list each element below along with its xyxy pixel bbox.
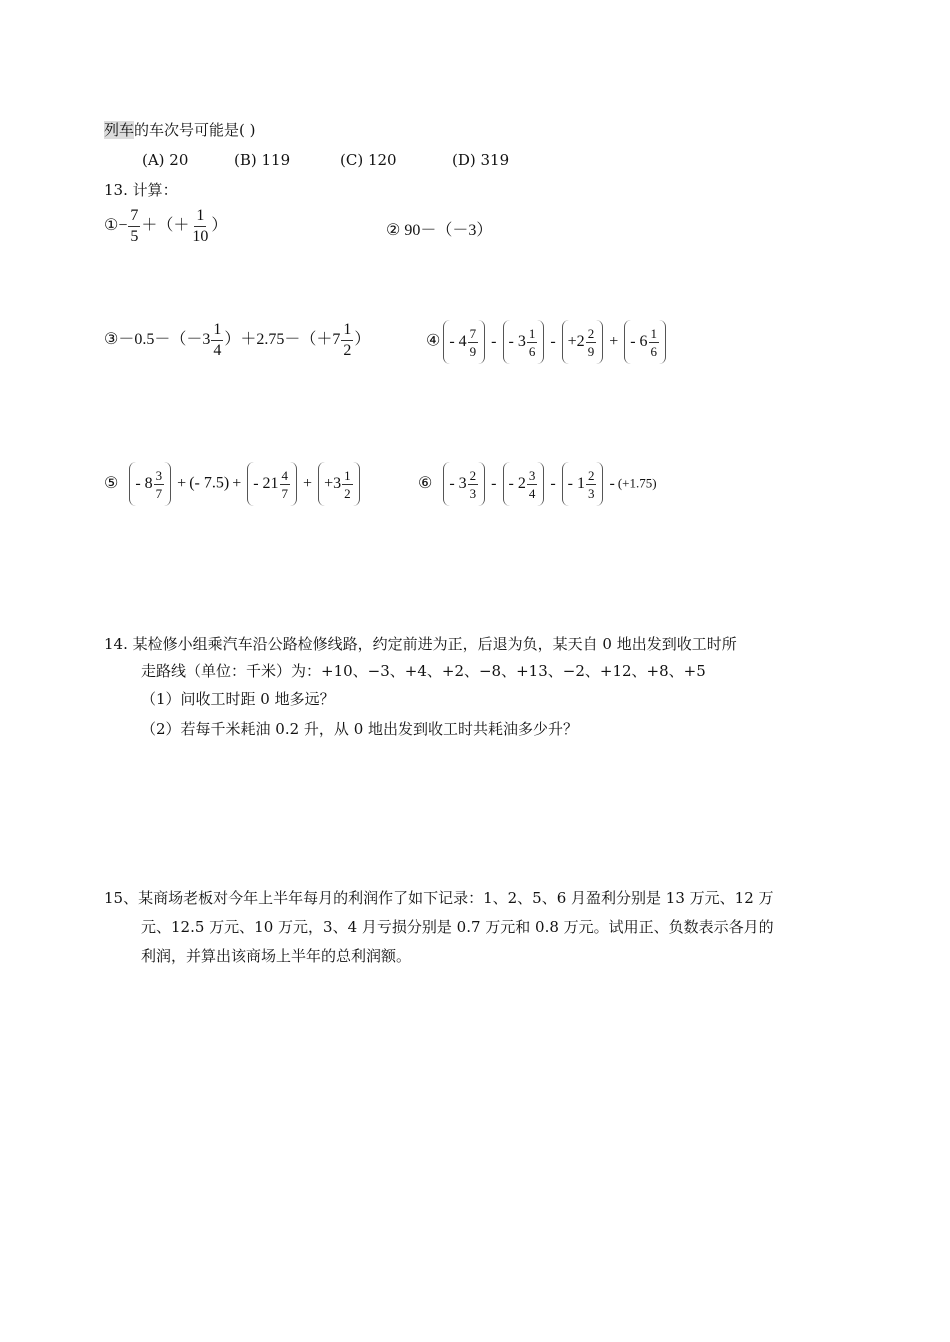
p1-plus: ＋（＋ — [141, 217, 190, 235]
p6-term-3 — [562, 462, 604, 506]
p4-term-4 — [624, 320, 666, 364]
q12-option-d: (D) 319 — [452, 151, 510, 169]
p6-a-fraction — [468, 469, 479, 500]
p6-term-4: (+1.75) — [617, 475, 657, 491]
p1-f1-denominator: 5 — [130, 228, 139, 245]
p5-c-den: 7 — [281, 485, 289, 501]
p4-b-fraction — [527, 327, 538, 358]
q14-line-2: 走路线（单位：千米）为：+10、−3、+4、+2、−8、+13、−2、+12、+8、+5 — [141, 662, 706, 680]
p4-c-whole: +2 — [567, 333, 585, 350]
p4-op-3: + — [609, 332, 619, 350]
p3-fraction-2 — [341, 322, 353, 359]
p5-term-2: (- 7.5) — [189, 474, 230, 492]
p5-term-4 — [318, 462, 360, 506]
q12-option-c: (C) 120 — [340, 151, 397, 169]
q13-problem-5 — [104, 462, 363, 506]
p4-c-den: 9 — [587, 343, 595, 359]
p4-c-num: 2 — [587, 325, 595, 341]
p5-d-whole: +3 — [324, 475, 342, 492]
p5-term-1 — [129, 462, 171, 506]
p5-op-1: + — [177, 474, 187, 492]
p6-term-1 — [443, 462, 485, 506]
q15-line-3: 利润，并算出该商场上半年的总利润额。 — [141, 947, 412, 965]
p6-c-num: 2 — [587, 467, 595, 483]
p4-a-fraction — [468, 327, 479, 358]
q12-stem-highlight: 列车 — [104, 121, 135, 139]
p1-f2-numerator: 1 — [194, 208, 206, 227]
p6-op-2: - — [550, 474, 556, 492]
p3-fraction-1 — [211, 322, 223, 359]
p6-c-fraction — [586, 469, 597, 500]
p5-d-fraction — [342, 469, 353, 500]
p3-close: ） — [354, 331, 371, 349]
p5-a-fraction — [154, 469, 165, 500]
p3-f2-numerator: 1 — [341, 322, 353, 341]
q13-problem-3 — [104, 322, 370, 359]
p4-a-den: 9 — [469, 343, 477, 359]
p4-op-1: - — [491, 332, 497, 350]
p1-fraction-1 — [128, 208, 140, 245]
p6-b-fraction — [527, 469, 538, 500]
p1-close: ） — [211, 217, 228, 235]
p6-a-whole: - 3 — [449, 475, 467, 492]
q14-sub-2: （2）若每千米耗油 0.2 升，从 0 地出发到收工时共耗油多少升？ — [141, 720, 579, 738]
p4-a-whole: - 4 — [449, 333, 467, 350]
q13-title: 13. 计算： — [104, 181, 178, 199]
p4-d-fraction — [649, 327, 660, 358]
q13-problem-2: ② 90－（－3） — [386, 222, 493, 239]
p4-term-1 — [443, 320, 485, 364]
p5-d-den: 2 — [344, 485, 351, 501]
p4-d-num: 1 — [650, 325, 658, 341]
p3-mid: ）＋2.75－（＋7 — [224, 331, 341, 349]
p5-c-fraction — [280, 469, 291, 500]
p5-a-den: 7 — [155, 485, 163, 501]
p6-b-num: 3 — [528, 467, 536, 483]
p5-op-3: + — [303, 474, 313, 492]
p5-term-3 — [247, 462, 297, 506]
p4-b-whole: - 3 — [508, 333, 526, 350]
p4-d-whole: - 6 — [630, 333, 648, 350]
q12-stem — [104, 116, 256, 144]
q15-line-2: 元、12.5 万元、10 万元，3、4 月亏损分别是 0.7 万元和 0.8 万元。试用正、负数表示各月的 — [141, 918, 774, 936]
p6-op-1: - — [491, 474, 497, 492]
p1-f2-denominator: 10 — [192, 228, 209, 245]
p4-op-2: - — [550, 332, 556, 350]
p6-op-3: - — [609, 474, 615, 492]
p6-b-whole: - 2 — [508, 475, 526, 492]
q12-option-a: (A) 20 — [142, 151, 189, 169]
p1-fraction-2 — [190, 208, 210, 245]
q12-stem-rest: 的车次号可能是( ) — [134, 121, 256, 139]
p4-b-den: 6 — [528, 343, 536, 359]
p4-a-num: 7 — [469, 325, 477, 341]
p6-b-den: 4 — [528, 485, 536, 501]
p4-c-fraction — [586, 327, 597, 358]
q14-sub-1: （1）问收工时距 0 地多远？ — [141, 690, 335, 708]
p6-a-num: 2 — [469, 467, 477, 483]
p4-term-3 — [562, 320, 604, 364]
p3-f1-denominator: 4 — [213, 342, 222, 359]
p5-op-2: + — [232, 474, 242, 492]
p6-label: ⑥ — [418, 474, 433, 492]
p6-c-whole: - 1 — [567, 475, 585, 492]
p1-label: ① — [104, 217, 119, 235]
p1-minus: − — [118, 217, 128, 235]
p3-f1-numerator: 1 — [211, 322, 223, 341]
q13-problem-6 — [418, 462, 657, 506]
q15-line-1: 15、某商场老板对今年上半年每月的利润作了如下记录：1、2、5、6 月盈利分别是 13 万元、12 万 — [104, 889, 774, 907]
p5-c-num: 4 — [281, 467, 289, 483]
p6-c-den: 3 — [587, 485, 595, 501]
p1-f1-numerator: 7 — [128, 208, 140, 227]
p4-term-2 — [503, 320, 545, 364]
p4-b-num: 1 — [528, 325, 536, 341]
p5-d-num: 1 — [344, 467, 351, 483]
p4-d-den: 6 — [650, 343, 658, 359]
q14-line-1: 14. 某检修小组乘汽车沿公路检修线路，约定前进为正，后退为负，某天自 0 地出发到收工时所 — [104, 635, 737, 653]
p3-f2-denominator: 2 — [343, 342, 352, 359]
p5-label: ⑤ — [104, 474, 119, 492]
q13-problem-4 — [426, 320, 669, 364]
p5-c-whole: - 21 — [253, 475, 279, 492]
p4-label: ④ — [426, 332, 441, 350]
q13-problem-1 — [104, 208, 227, 245]
p3-prefix: ③－0.5－（－3 — [104, 331, 211, 349]
q12-option-b: (B) 119 — [234, 151, 291, 169]
p5-a-whole: - 8 — [135, 475, 153, 492]
p6-term-2 — [503, 462, 545, 506]
p6-a-den: 3 — [469, 485, 477, 501]
p5-a-num: 3 — [155, 467, 163, 483]
